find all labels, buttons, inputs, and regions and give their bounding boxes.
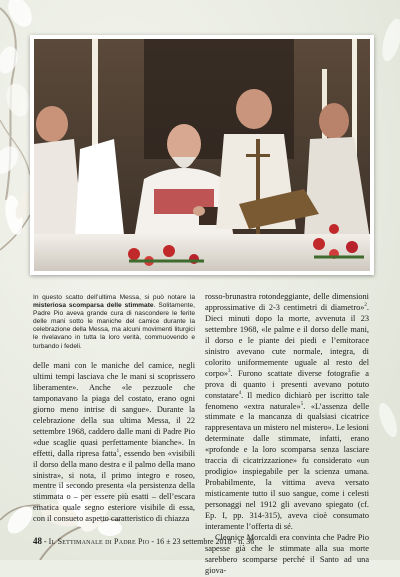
issue-info: - 16 ± 23 settembre 2018 - n. 36 [149, 537, 255, 546]
right-para-part2: . Dieci minuti dopo la morte, avvenuta il 23 settembre 1968, «le palme e il dorso delle mani, il dorso e le piante dei piedi e l’emitorace sinistro avevano cute normale, integra, di colorito uniformemente uguale al resto del corpo» [205, 302, 369, 378]
footnote-4: 4 [238, 390, 242, 396]
right-column [205, 292, 369, 577]
footer-separator: - [42, 537, 49, 546]
footnote-3: 3 [228, 368, 231, 374]
left-column [33, 361, 195, 525]
photo-caption [33, 294, 195, 351]
footnote-2: 2 [364, 303, 367, 309]
right-para-part1: rosso-brunastra rotondeggiante, delle dimensioni approssimative di 2-3 centimetri di diametro» [205, 292, 369, 312]
caption-intro: In questo scatto dell’ultima Messa, si può notare la [33, 294, 195, 301]
page-footer [33, 536, 254, 546]
left-para-part2: , essendo ben «visibili il dorso della mano destra e il palmo della mano sinistra», si nota, il primo integro e roseo, mentre il secondo presenta «la persistenza della stimmata o – per essere più esatti – dell’escara ematica quale segno esteriore visibile di essa, con il consueto aspetto caratteristico di chiazza [33, 448, 196, 524]
caption-rest: . Solitamente, Padre Pio aveva grande cura di nascondere le ferite delle mani sotto le maniche del camice durante la celebrazione della Messa, ma alcuni movimenti liturgici le rivelavano in tutta la loro verità, commuovendo e turbando i fedeli. [33, 302, 195, 350]
right-para-part4: . Il medico dichiarò per iscritto tale fenomeno «extra naturale» [205, 390, 369, 411]
left-para-part1: delle mani con le maniche del camice, negli ultimi tempi lasciava che le mani si scoprissero liberamente». Anche «le pezzuole che tamponavano la piaga del costato, erano ogni giorno meno intrise di sangue». Durante la celebrazione della sua ultima Messa, il 22 settembre 1968, caddero dalle mani di Padre Pio «due scaglie quasi perfettamente bianche». In effetti, dalla ripresa fatta [33, 361, 195, 458]
footnote-5: 5 [300, 401, 304, 407]
right-para-part5: . «L’assenza delle stimmate e la mancanza di qualsiasi cicatrice rappresentava un mistero nel mistero». Le lesioni determinate dalle stimmate, infatti, erano «profonde e la loro scomparsa senza lasciare traccia di cicatrizzazione» fu considerato «un prodigio» inspiegabile per la scienza umana. Probabilmente, la vittima aveva versato misticamente tutto il suo sangue, come i celesti personaggi nel 1912 gli avevano spiegato (cf. Ep. I, pp. 314-315), aveva cioè consumato interamente l’offerta di sé. [205, 401, 370, 532]
page-number: 48 [33, 536, 42, 546]
caption-bold: misteriosa scomparsa delle stimmate [33, 302, 154, 310]
last-mass-photo [34, 39, 370, 271]
footnote-1: 1 [116, 448, 120, 454]
photo-frame [30, 35, 374, 275]
magazine-title: Il Settimanale di Padre Pio [48, 537, 150, 546]
right-paragraph-2: Cleonice Morcaldi era convinta che Padre Pio sapesse già che le stimmate alla sua morte sarebbero scomparse perché il Santo ad una giova- [205, 532, 369, 575]
right-para-part3: . Furono scattate diverse fotografie a prova di quanto i presenti avevano potuto constatare [205, 368, 369, 400]
left-paragraph [33, 361, 195, 525]
right-paragraph-1 [205, 292, 369, 533]
